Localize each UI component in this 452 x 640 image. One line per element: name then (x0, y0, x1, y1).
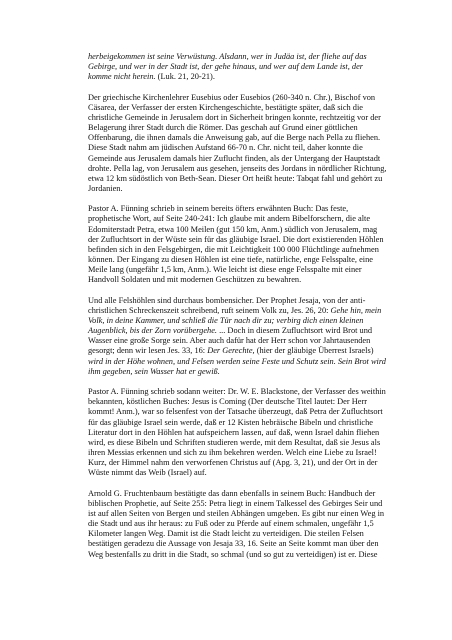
body-text: Pastor A. Fünning schrieb sodann weiter: Dr. W. E. Blackstone, der Verfasser des weithin bekannten, köstlichen Buches: Jesus is Coming (Der deutsche Titel lautet: Der Herr kommt! Anm.), war so felsenfest von der Tatsache überzeugt, daß Petra der Zufluchtsort für das gläubige Israel sein werde, daß er 12 Kisten hebräische Bibeln und christliche Literatur dort in den Höhlen hat aufspeichern lassen, auf daß, wenn Israel dahin fliehen wird, es diese Bibeln und Schriften studieren werde, mit dem Resultat, daß sie Jesus als ihren Messias erkennen und sich zu ihm bekehren werden. Welch eine Liebe zu Israel! Kurz, der Himmel nahm den verworfenen Christus auf (Apg. 3, 21), und der Ort in der Wüste nimmt das Weib (Israel) auf. (88, 387, 386, 478)
body-text: Und alle Felshöhlen sind durchaus bombensicher. Der Prophet Jesaja, von der anti-christlichen Schreckenszeit schreibend, ruft seinem Volk zu, Jes. 26, 20: (88, 295, 366, 315)
body-text: Pastor A. Fünning schrieb in seinem bereits öfters erwähnten Buch: Das feste, prophetische Wort, auf Seite 240-241: Ich glaube mit andern Bibelforschern, die alte Edomiterstadt Petra, etwa 100 Meilen (gut 150 km, Anm.) südlich von Jerusalem, mag der Zufluchtsort in der Wüste sein für das gläubige Israel. Die dort existierenden Höhlen befinden sich in den Felsgebirgen, die mit Leichtigkeit 100 000 Flüchtlinge aufnehmen können. Der Eingang zu diesen Höhlen ist eine tiefe, natürliche, enge Felsspalte, eine Meile lang (ungefähr 1,5 km, Anm.). Wie leicht ist diese enge Felsspalte mit einer Handvoll Soldaten und mit modernen Geschützen zu bewahren. (88, 204, 384, 285)
body-text: ... Doch in diesem Zufluchtsort wird Brot und Wasser eine große Sorge sein. Aber auch dafür hat der Herr schon vor Jahrtausenden gesorgt; denn wir lesen Jes. 33, 16: (88, 326, 373, 356)
paragraph (88, 489, 388, 560)
quoted-scripture-text: Der Gerechte, (207, 346, 255, 356)
quoted-scripture-text: Gehe hin, mein Volk, in deine Kammer, und schließ die Tür nach dir zu; verbirg dich einen kleinen Augenblick, bis der Zorn vorübergehe. (88, 305, 382, 336)
body-text: Der griechische Kirchenlehrer Eusebius oder Eusebios (260-340 n. Chr.), Bischof von Cäsarea, der Verfasser der ersten Kirchengeschichte, bestätigte später, daß sich die christliche Gemeinde in Jerusalem dort in Sicherheit bringen konnte, rechtzeitig vor der Belagerung ihrer Stadt durch die Römer. Das geschah auf Grund einer göttlichen Offenbarung, die ihnen damals die Anweisung gab, auf die Berge nach Pella zu fliehen. Diese Stadt nahm am jüdischen Aufstand 66-70 n. Chr. nicht teil, daher konnte die Gemeinde aus Jerusalem damals hier Zuflucht finden, als der Untergang der Hauptstadt drohte. Pella lag, von Jerusalem aus gesehen, jenseits des Jordans in nördlicher Richtung, etwa 12 km südöstlich von Beth-Sean. Dieser Ort heißt heute: Tabqat fahl und gehört zu Jordanien. (88, 92, 387, 194)
paragraph (88, 296, 388, 377)
quoted-scripture-text: wird in der Höhe wohnen, und Felsen werden seine Feste und Schutz sein. Sein Brot wird ihm gegeben, sein Wasser hat er gewiß. (88, 356, 386, 376)
body-text: (Luk. 21, 20-21). (155, 72, 215, 82)
paragraph (88, 93, 388, 195)
body-text: (hier der gläubige Überrest Israels) (254, 346, 374, 356)
document-body (88, 52, 388, 570)
paragraph (88, 204, 388, 285)
quoted-scripture-text: herbeigekommen ist seine Verwüstung. Alsdann, wer in Judäa ist, der fliehe auf das Gebirge, und wer in der Stadt ist, der gehe hinaus, und wer auf dem Lande ist, der komme nicht herein. (88, 52, 367, 82)
paragraph (88, 52, 388, 82)
body-text: Arnold G. Fruchtenbaum bestätigte das dann ebenfalls in seinem Buch: Handbuch der biblischen Prophetie, auf Seite 255: Petra liegt in einem Talkessel des Gebirges Seir und ist auf allen Seiten von Bergen und steilen Abhängen umgeben. Es gibt nur einen Weg in die Stadt und aus ihr heraus: zu Fuß oder zu Pferde auf einem schmalen, ungefähr 1,5 Kilometer langen Weg. Damit ist die Stadt leicht zu verteidigen. Die steilen Felsen bestätigen geradezu die Aussage von Jesaja 33, 16. Seite an Seite kommt man über den Weg bestenfalls zu dritt in die Stadt, so schmal (und so gut zu verteidigen) ist er. Diese (88, 488, 385, 559)
paragraph (88, 387, 388, 478)
